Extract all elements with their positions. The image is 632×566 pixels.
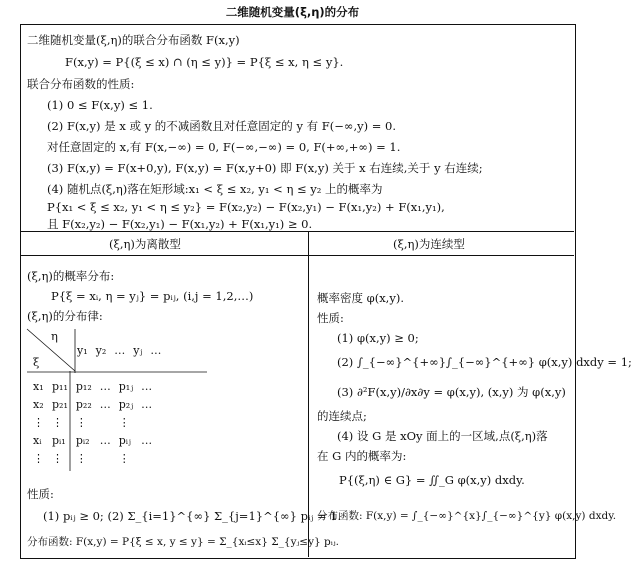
table-cell: …	[141, 397, 153, 411]
table-cell: ⋮	[52, 415, 63, 429]
table-header-cell: yⱼ	[133, 343, 143, 357]
table-cell: …	[141, 379, 153, 393]
properties-heading: 联合分布函数的性质:	[27, 77, 135, 91]
table-header-row	[73, 341, 165, 359]
table-row	[29, 449, 156, 467]
table-cell: pᵢⱼ	[118, 433, 131, 447]
table-cell	[96, 449, 115, 467]
table-cell: p₁ⱼ	[118, 379, 134, 393]
page-title: 二维随机变量(ξ,η)的分布	[225, 5, 360, 19]
property-3: (3) F(x,y) = F(x+0,y), F(x,y) = F(x,y+0) 即 F(x,y) 关于 x 右连续,关于 y 右连续;	[47, 161, 483, 175]
table-cell: ⋮	[75, 451, 87, 465]
table-cell: p₂₂	[75, 397, 92, 411]
continuous-property-2: (2) ∫_{−∞}^{+∞}∫_{−∞}^{+∞} φ(x,y) dxdy = 1;	[337, 355, 632, 369]
continuous-header: (ξ,η)为连续型	[393, 237, 465, 251]
table-cell: p₁₂	[75, 379, 92, 393]
continuous-property-4c: P{(ξ,η) ∈ G} = ∬_G φ(x,y) dxdy.	[339, 473, 525, 487]
continuous-cdf-formula: 分布函数: F(x,y) = ∫_{−∞}^{x}∫_{−∞}^{y} φ(x,y) dxdy.	[317, 510, 617, 522]
table-cell: ⋮	[118, 451, 130, 465]
column-header-divider	[21, 255, 574, 256]
distribution-table-frame	[20, 24, 632, 559]
distribution-law-table	[73, 341, 165, 359]
distribution-law-body	[29, 377, 156, 467]
table-cell: p₂₁	[52, 397, 68, 411]
distribution-law-label: (ξ,η)的分布律:	[27, 309, 103, 323]
continuous-property-4b: 在 G 内的概率为:	[317, 449, 407, 463]
discrete-header: (ξ,η)为离散型	[109, 237, 181, 251]
table-cell: x₂	[33, 397, 44, 411]
joint-cdf-definition: 二维随机变量(ξ,η)的联合分布函数 F(x,y)	[27, 33, 240, 47]
property-4a: (4) 随机点(ξ,η)落在矩形域:x₁ < ξ ≤ x₂, y₁ < η ≤ y₂ 上的概率为	[47, 182, 383, 196]
table-cell	[137, 413, 156, 431]
table-row	[29, 413, 156, 431]
continuous-property-1: (1) φ(x,y) ≥ 0;	[337, 331, 419, 345]
property-4b: P{x₁ < ξ ≤ x₂, y₁ < η ≤ y₂} = F(x₂,y₂) − F(x₂,y₁) − F(x₁,y₂) + F(x₁,y₁),	[47, 200, 445, 214]
probability-distribution-formula: P{ξ = xᵢ, η = yⱼ} = pᵢⱼ, (i,j = 1,2,…)	[51, 289, 254, 303]
table-row	[29, 377, 156, 395]
table-cell: ⋮	[118, 415, 130, 429]
discrete-cdf-formula: 分布函数: F(x,y) = P{ξ ≤ x, y ≤ y} = Σ_{xᵢ≤x} Σ_{yⱼ≤y} pᵢⱼ.	[27, 536, 339, 548]
table-cell	[96, 413, 115, 431]
discrete-properties-label: 性质:	[27, 487, 54, 501]
table-header-cell: …	[114, 343, 126, 357]
table-cell	[137, 449, 156, 467]
eta-label: η	[51, 329, 58, 343]
continuous-properties-label: 性质:	[317, 311, 344, 325]
table-cell: x₁	[33, 379, 44, 393]
table-cell: ⋮	[33, 451, 44, 465]
table-cell: …	[99, 397, 111, 411]
xi-label: ξ	[33, 355, 40, 369]
property-1: (1) 0 ≤ F(x,y) ≤ 1.	[47, 98, 153, 112]
table-cell: pᵢ₁	[52, 433, 66, 447]
continuous-property-3b: 的连续点;	[317, 409, 367, 423]
top-section-divider	[21, 231, 574, 232]
table-cell: p₁₁	[52, 379, 68, 393]
table-header-rule	[77, 371, 207, 375]
continuous-property-4a: (4) 设 G 是 xOy 面上的一区域,点(ξ,η)落	[337, 429, 548, 443]
table-header-cell: …	[150, 343, 162, 357]
property-4c: 且 F(x₂,y₂) − F(x₂,y₁) − F(x₁,y₂) + F(x₁,y₁) ≥ 0.	[47, 217, 313, 231]
table-row	[29, 395, 156, 413]
density-label: 概率密度 φ(x,y).	[317, 291, 404, 305]
table-left-rule	[69, 371, 73, 471]
discrete-properties-formula: (1) pᵢⱼ ≥ 0; (2) Σ_{i=1}^{∞} Σ_{j=1}^{∞} pᵢⱼ = 1.	[43, 509, 342, 523]
table-cell: pᵢ₂	[75, 433, 90, 447]
table-cell: p₂ⱼ	[118, 397, 134, 411]
table-cell: ⋮	[33, 415, 44, 429]
table-cell: …	[141, 433, 153, 447]
table-cell: ⋮	[75, 415, 87, 429]
property-2a: (2) F(x,y) 是 x 或 y 的不减函数且对任意固定的 y 有 F(−∞,y) = 0.	[47, 119, 396, 133]
table-header-cell: y₂	[95, 343, 107, 357]
continuous-property-3a: (3) ∂²F(x,y)/∂x∂y = φ(x,y), (x,y) 为 φ(x,y)	[337, 385, 566, 399]
probability-distribution-label: (ξ,η)的概率分布:	[27, 269, 115, 283]
table-cell: ⋮	[52, 451, 63, 465]
table-row	[29, 431, 156, 449]
table-cell: …	[99, 433, 111, 447]
table-header-cell: y₁	[77, 343, 88, 357]
joint-cdf-formula: F(x,y) = P{(ξ ≤ x) ∩ (η ≤ y)} = P{ξ ≤ x, η ≤ y}.	[65, 55, 344, 69]
property-2b: 对任意固定的 x,有 F(x,−∞) = 0, F(−∞,−∞) = 0, F(+∞,+∞) = 1.	[47, 140, 401, 154]
table-cell: …	[99, 379, 111, 393]
table-cell: xᵢ	[33, 433, 42, 447]
